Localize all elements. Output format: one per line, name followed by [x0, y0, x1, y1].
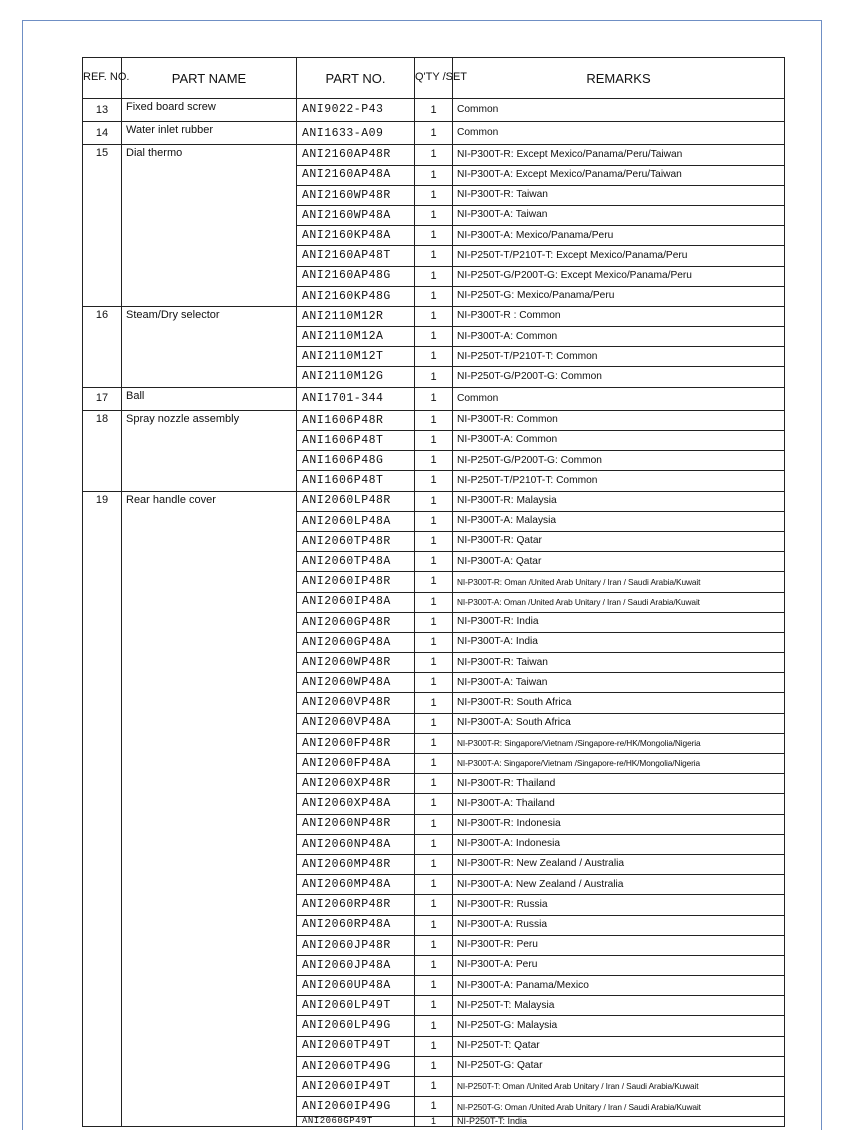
remarks-cell: NI-P300T-R: Singapore/Vietnam /Singapore-re/HK/Mongolia/Nigeria	[453, 733, 785, 753]
part-no-cell: ANI2160KP48G	[297, 286, 415, 306]
qty-cell: 1	[415, 327, 453, 347]
qty-cell: 1	[415, 693, 453, 713]
remarks-cell: NI-P300T-A: Taiwan	[453, 205, 785, 225]
part-no-cell: ANI2060FP48A	[297, 754, 415, 774]
part-no-cell: ANI1701-344	[297, 387, 415, 410]
remarks-cell: NI-P250T-T: Oman /United Arab Unitary / Iran / Saudi Arabia/Kuwait	[453, 1077, 785, 1097]
remarks-cell: NI-P250T-G: Qatar	[453, 1056, 785, 1076]
qty-cell: 1	[415, 451, 453, 471]
qty-cell: 1	[415, 834, 453, 854]
qty-cell: 1	[415, 955, 453, 975]
remarks-cell: NI-P300T-A: Panama/Mexico	[453, 976, 785, 996]
table-row	[83, 387, 785, 410]
qty-cell: 1	[415, 1097, 453, 1117]
part-no-cell: ANI2160AP48A	[297, 165, 415, 185]
part-no-cell: ANI2060WP48R	[297, 653, 415, 673]
qty-cell: 1	[415, 592, 453, 612]
table-row	[83, 122, 785, 145]
part-no-cell: ANI2060XP48A	[297, 794, 415, 814]
part-no-cell: ANI2060NP48R	[297, 814, 415, 834]
qty-cell: 1	[415, 1016, 453, 1036]
part-no-cell: ANI2060JP48A	[297, 955, 415, 975]
remarks-cell: NI-P300T-R: New Zealand / Australia	[453, 854, 785, 874]
header-part-no: PART NO.	[297, 58, 415, 99]
header-ref-no: REF. NO.	[83, 58, 122, 99]
part-no-cell: ANI2160AP48G	[297, 266, 415, 286]
qty-cell: 1	[415, 632, 453, 652]
ref-no-cell: 17	[83, 387, 122, 410]
remarks-cell: NI-P300T-R: Qatar	[453, 531, 785, 551]
part-no-cell: ANI2060LP49T	[297, 996, 415, 1016]
ref-no-cell: 19	[83, 491, 122, 1127]
remarks-cell: NI-P300T-A: Singapore/Vietnam /Singapore-re/HK/Mongolia/Nigeria	[453, 754, 785, 774]
ref-no-cell: 18	[83, 410, 122, 491]
part-no-cell: ANI9022-P43	[297, 99, 415, 122]
part-no-cell: ANI2060NP48A	[297, 834, 415, 854]
part-no-cell: ANI2060VP48R	[297, 693, 415, 713]
part-no-cell: ANI2160WP48A	[297, 205, 415, 225]
remarks-cell: NI-P300T-A: Peru	[453, 955, 785, 975]
ref-no-cell: 14	[83, 122, 122, 145]
qty-cell: 1	[415, 347, 453, 367]
part-no-cell: ANI2060IP49G	[297, 1097, 415, 1117]
remarks-cell: NI-P300T-A: Common	[453, 431, 785, 451]
ref-no-cell: 16	[83, 306, 122, 387]
remarks-cell: NI-P250T-T: India	[453, 1117, 785, 1127]
remarks-cell: NI-P300T-A: Taiwan	[453, 673, 785, 693]
part-no-cell: ANI2160AP48T	[297, 246, 415, 266]
part-no-cell: ANI1633-A09	[297, 122, 415, 145]
part-no-cell: ANI2060GP48R	[297, 612, 415, 632]
part-no-cell: ANI2060GP48A	[297, 632, 415, 652]
remarks-cell: NI-P300T-R: Common	[453, 410, 785, 430]
qty-cell: 1	[415, 774, 453, 794]
part-name-cell: Water inlet rubber	[122, 122, 297, 145]
remarks-cell: Common	[453, 387, 785, 410]
qty-cell: 1	[415, 122, 453, 145]
qty-cell: 1	[415, 673, 453, 693]
remarks-cell: NI-P300T-R: Thailand	[453, 774, 785, 794]
qty-cell: 1	[415, 854, 453, 874]
part-no-cell: ANI2060MP48A	[297, 875, 415, 895]
part-no-cell: ANI1606P48R	[297, 410, 415, 430]
parts-table-body	[83, 99, 785, 1127]
remarks-cell: NI-P300T-A: Malaysia	[453, 511, 785, 531]
part-no-cell: ANI2060MP48R	[297, 854, 415, 874]
part-no-cell: ANI2060WP48A	[297, 673, 415, 693]
remarks-cell: NI-P300T-R: Malaysia	[453, 491, 785, 511]
table-row	[83, 410, 785, 430]
part-no-cell: ANI2060LP49G	[297, 1016, 415, 1036]
qty-cell: 1	[415, 733, 453, 753]
remarks-cell: NI-P250T-T: Malaysia	[453, 996, 785, 1016]
remarks-cell: NI-P250T-G/P200T-G: Except Mexico/Panama/Peru	[453, 266, 785, 286]
remarks-cell: NI-P300T-R: India	[453, 612, 785, 632]
table-row	[83, 306, 785, 326]
ref-no-cell: 13	[83, 99, 122, 122]
qty-cell: 1	[415, 1077, 453, 1097]
part-no-cell: ANI2110M12R	[297, 306, 415, 326]
remarks-cell: NI-P300T-A: Except Mexico/Panama/Peru/Taiwan	[453, 165, 785, 185]
part-no-cell: ANI2060IP48A	[297, 592, 415, 612]
remarks-cell: NI-P300T-A: Oman /United Arab Unitary / Iran / Saudi Arabia/Kuwait	[453, 592, 785, 612]
qty-cell: 1	[415, 410, 453, 430]
qty-cell: 1	[415, 653, 453, 673]
part-name-cell: Fixed board screw	[122, 99, 297, 122]
qty-cell: 1	[415, 387, 453, 410]
remarks-cell: NI-P300T-A: Thailand	[453, 794, 785, 814]
table-row	[83, 99, 785, 122]
qty-cell: 1	[415, 754, 453, 774]
remarks-cell: NI-P300T-R: Taiwan	[453, 185, 785, 205]
header-remarks: REMARKS	[453, 58, 785, 99]
part-no-cell: ANI1606P48G	[297, 451, 415, 471]
qty-cell: 1	[415, 814, 453, 834]
part-no-cell: ANI2110M12A	[297, 327, 415, 347]
qty-cell: 1	[415, 471, 453, 491]
qty-cell: 1	[415, 226, 453, 246]
qty-cell: 1	[415, 572, 453, 592]
qty-cell: 1	[415, 915, 453, 935]
qty-cell: 1	[415, 1036, 453, 1056]
qty-cell: 1	[415, 612, 453, 632]
part-name-cell: Spray nozzle assembly	[122, 410, 297, 491]
qty-cell: 1	[415, 996, 453, 1016]
part-no-cell: ANI2060TP49G	[297, 1056, 415, 1076]
header-qty: Q'TY /SET	[415, 58, 453, 99]
remarks-cell: NI-P300T-R: Oman /United Arab Unitary / Iran / Saudi Arabia/Kuwait	[453, 572, 785, 592]
qty-cell: 1	[415, 1117, 453, 1127]
part-no-cell: ANI2060TP48R	[297, 531, 415, 551]
part-no-cell: ANI2060RP48R	[297, 895, 415, 915]
parts-list-sheet	[82, 57, 784, 1127]
remarks-cell: NI-P300T-A: India	[453, 632, 785, 652]
qty-cell: 1	[415, 713, 453, 733]
remarks-cell: NI-P300T-A: New Zealand / Australia	[453, 875, 785, 895]
remarks-cell: NI-P300T-A: Russia	[453, 915, 785, 935]
remarks-cell: NI-P300T-R: Peru	[453, 935, 785, 955]
part-no-cell: ANI2060LP48A	[297, 511, 415, 531]
part-no-cell: ANI2060TP48A	[297, 552, 415, 572]
part-no-cell: ANI2060IP49T	[297, 1077, 415, 1097]
remarks-cell: NI-P300T-A: Indonesia	[453, 834, 785, 854]
qty-cell: 1	[415, 266, 453, 286]
part-no-cell: ANI2160WP48R	[297, 185, 415, 205]
header-part-name: PART NAME	[122, 58, 297, 99]
remarks-cell: NI-P250T-G: Malaysia	[453, 1016, 785, 1036]
qty-cell: 1	[415, 99, 453, 122]
remarks-cell: NI-P300T-R: Indonesia	[453, 814, 785, 834]
part-no-cell: ANI2060LP48R	[297, 491, 415, 511]
part-name-cell: Ball	[122, 387, 297, 410]
remarks-cell: NI-P300T-A: Qatar	[453, 552, 785, 572]
remarks-cell: NI-P300T-A: South Africa	[453, 713, 785, 733]
remarks-cell: NI-P300T-A: Common	[453, 327, 785, 347]
part-no-cell: ANI2110M12G	[297, 367, 415, 387]
qty-cell: 1	[415, 246, 453, 266]
part-no-cell: ANI2060UP48A	[297, 976, 415, 996]
qty-cell: 1	[415, 875, 453, 895]
part-no-cell: ANI2060IP48R	[297, 572, 415, 592]
parts-table	[82, 57, 785, 1127]
qty-cell: 1	[415, 286, 453, 306]
ref-no-cell: 15	[83, 145, 122, 307]
part-name-cell: Steam/Dry selector	[122, 306, 297, 387]
remarks-cell: NI-P250T-T/P210T-T: Common	[453, 347, 785, 367]
part-no-cell: ANI1606P48T	[297, 471, 415, 491]
part-no-cell: ANI2060XP48R	[297, 774, 415, 794]
qty-cell: 1	[415, 895, 453, 915]
part-no-cell: ANI2060VP48A	[297, 713, 415, 733]
remarks-cell: NI-P250T-G: Mexico/Panama/Peru	[453, 286, 785, 306]
part-no-cell: ANI2060TP49T	[297, 1036, 415, 1056]
qty-cell: 1	[415, 531, 453, 551]
remarks-cell: Common	[453, 99, 785, 122]
remarks-cell: NI-P300T-A: Mexico/Panama/Peru	[453, 226, 785, 246]
part-no-cell: ANI2060JP48R	[297, 935, 415, 955]
remarks-cell: NI-P300T-R: Taiwan	[453, 653, 785, 673]
qty-cell: 1	[415, 367, 453, 387]
qty-cell: 1	[415, 794, 453, 814]
remarks-cell: NI-P300T-R: Except Mexico/Panama/Peru/Taiwan	[453, 145, 785, 165]
remarks-cell: NI-P250T-T: Qatar	[453, 1036, 785, 1056]
qty-cell: 1	[415, 185, 453, 205]
part-no-cell: ANI2060GP49T	[297, 1117, 415, 1127]
remarks-cell: Common	[453, 122, 785, 145]
part-name-cell: Rear handle cover	[122, 491, 297, 1127]
table-header	[83, 58, 785, 99]
qty-cell: 1	[415, 552, 453, 572]
part-no-cell: ANI2060FP48R	[297, 733, 415, 753]
remarks-cell: NI-P250T-T/P210T-T: Except Mexico/Panama/Peru	[453, 246, 785, 266]
part-name-cell: Dial thermo	[122, 145, 297, 307]
qty-cell: 1	[415, 205, 453, 225]
qty-cell: 1	[415, 1056, 453, 1076]
qty-cell: 1	[415, 306, 453, 326]
remarks-cell: NI-P250T-G/P200T-G: Common	[453, 451, 785, 471]
qty-cell: 1	[415, 491, 453, 511]
remarks-cell: NI-P300T-R: Russia	[453, 895, 785, 915]
remarks-cell: NI-P250T-G: Oman /United Arab Unitary / Iran / Saudi Arabia/Kuwait	[453, 1097, 785, 1117]
remarks-cell: NI-P250T-T/P210T-T: Common	[453, 471, 785, 491]
part-no-cell: ANI2110M12T	[297, 347, 415, 367]
remarks-cell: NI-P250T-G/P200T-G: Common	[453, 367, 785, 387]
qty-cell: 1	[415, 145, 453, 165]
part-no-cell: ANI2060RP48A	[297, 915, 415, 935]
qty-cell: 1	[415, 935, 453, 955]
remarks-cell: NI-P300T-R: South Africa	[453, 693, 785, 713]
qty-cell: 1	[415, 511, 453, 531]
part-no-cell: ANI2160KP48A	[297, 226, 415, 246]
qty-cell: 1	[415, 431, 453, 451]
table-row	[83, 145, 785, 165]
qty-cell: 1	[415, 976, 453, 996]
part-no-cell: ANI1606P48T	[297, 431, 415, 451]
qty-cell: 1	[415, 165, 453, 185]
table-row	[83, 491, 785, 511]
remarks-cell: NI-P300T-R : Common	[453, 306, 785, 326]
part-no-cell: ANI2160AP48R	[297, 145, 415, 165]
